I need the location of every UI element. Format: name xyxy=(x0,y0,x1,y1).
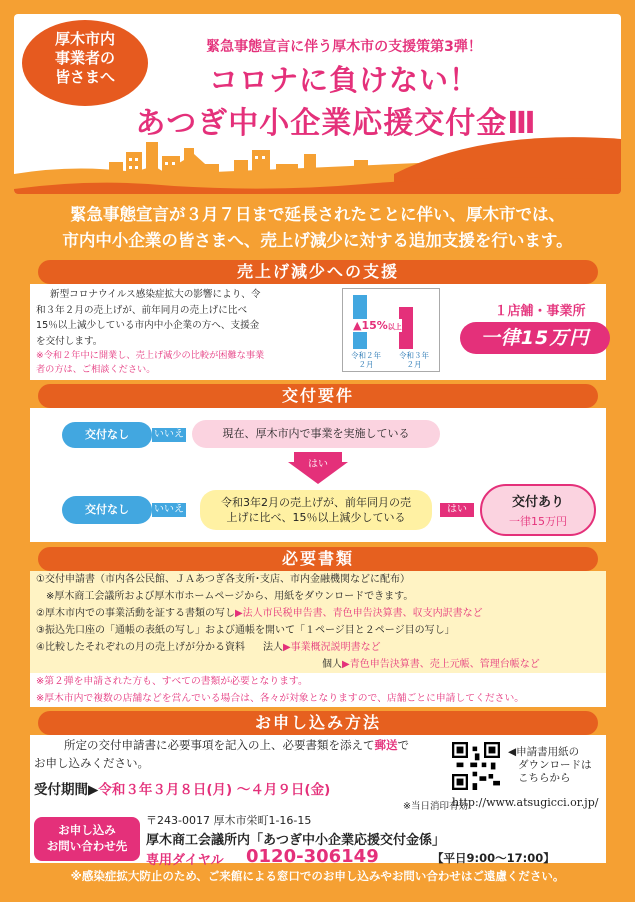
no-grant-pill-2: 交付なし xyxy=(62,496,152,524)
contact-badge xyxy=(34,817,140,861)
badge-line: 厚木市内 xyxy=(54,30,115,48)
label-line: ２月 xyxy=(406,360,422,369)
yes-tag-1: はい xyxy=(308,459,328,470)
amount-value: 一律15万円 xyxy=(460,322,610,354)
hotline-hours: 【平日9:00～17:00】 xyxy=(432,851,555,865)
decline-suffix: 以上 xyxy=(387,323,402,331)
apply-instructions xyxy=(30,736,450,754)
apply-text-end: で xyxy=(397,738,409,752)
postmark-note: ※当日消印有効 xyxy=(403,801,468,812)
doc-item-4-corp: ▶事業概況説明書など xyxy=(282,642,381,653)
website-url[interactable]: http://www.atsugicci.or.jp/ xyxy=(452,796,599,809)
support-body-line: 新型コロナウイルス感染症拡大の影響により、令 xyxy=(50,289,261,300)
doc-item-2 xyxy=(30,605,606,622)
contact-organization: 厚木商工会議所内「あつぎ中小企業応援交付金係」 xyxy=(146,833,446,848)
qr-caption-line: こちらから xyxy=(518,772,571,784)
doc-item-2-text: ②厚木市内での事業活動を証する書類の写し xyxy=(36,608,235,619)
doc-item-4-ind: ▶青色申告決算書、売上元帳、管理台帳など xyxy=(342,659,540,670)
section-heading-support: 売上げ減少への支援 xyxy=(38,260,598,284)
decline-percent: ▲15% xyxy=(353,319,388,332)
intro-text xyxy=(20,202,615,254)
decline-label xyxy=(353,319,402,332)
doc-item-3: ③振込先口座の「通帳の表紙の写し」および通帳を開いて「１ページ目と２ページ目の写し」 xyxy=(30,622,606,639)
header-panel xyxy=(14,14,621,194)
period-dates: 令和３年３月８日(月) ～４月９日(金) xyxy=(98,782,331,798)
audience-badge xyxy=(22,20,148,106)
section-heading-documents: 必要書類 xyxy=(38,547,598,571)
question-2 xyxy=(200,490,432,530)
doc-note-1: ※第２弾を申請された方も、すべての書類が必要となります。 xyxy=(30,673,606,690)
support-body-line: を交付します。 xyxy=(36,335,103,347)
decline-diagram xyxy=(342,288,440,372)
label-2020 xyxy=(343,351,389,369)
hotline-number[interactable]: 0120-306149 xyxy=(246,846,379,867)
label-2021 xyxy=(391,351,437,369)
doc-item-4 xyxy=(30,639,606,656)
apply-instructions-2: お申し込みください。 xyxy=(34,756,149,770)
badge-line: 皆さまへ xyxy=(54,68,115,86)
subtitle: 緊急事態宣言に伴う厚木市の支援策第3弾！ xyxy=(206,39,482,55)
title-line-1: コロナに負けない！ xyxy=(208,63,479,97)
documents-list xyxy=(30,571,606,707)
label-line: 令和２年 xyxy=(351,351,381,360)
city-skyline-illustration xyxy=(14,134,621,194)
doc-item-4-corp-label: 法人 xyxy=(262,642,283,653)
no-tag-1: いいえ xyxy=(154,429,184,440)
section-heading-requirements: 交付要件 xyxy=(38,384,598,408)
label-line: 令和３年 xyxy=(399,351,429,360)
support-body-line: 15％以上減少している市内中小企業の方へ、支援金 xyxy=(36,320,260,331)
doc-item-4-individual xyxy=(30,656,606,673)
doc-item-1-note: ※厚木商工会議所および厚木市ホームページから、用紙をダウンロードできます。 xyxy=(30,588,606,605)
doc-item-4-ind-label: 個人 xyxy=(322,659,342,670)
intro-line: 市内中小企業の皆さまへ、売上げ減少に対する追加支援を行います。 xyxy=(62,231,573,250)
doc-note-2: ※厚木市内で複数の店舗などを営んでいる場合は、各々が対象となりますので、店舗ごとに申請してください。 xyxy=(30,690,606,707)
grant-yes-pill xyxy=(480,484,596,536)
title-line-2: あつぎ中小企業応援交付金Ⅲ xyxy=(135,106,537,141)
support-note-line: ※令和２年中に開業し、売上げ減少の比較が困難な事業 xyxy=(36,350,265,361)
support-note-line: 者の方は、ご相談ください。 xyxy=(36,364,156,375)
contact-badge-line: お問い合わせ先 xyxy=(46,839,128,853)
qr-code-icon[interactable] xyxy=(452,742,500,790)
contact-address: 〒243-0017 厚木市栄町1-16-15 xyxy=(146,814,312,827)
grant-yes-label: 交付あり xyxy=(511,495,564,510)
yes-tag-2: はい xyxy=(440,503,474,517)
contact-badge-line: お申し込み xyxy=(58,823,116,837)
qr-caption-line: ◀申請書用紙の xyxy=(508,746,580,758)
footer-notice: ※感染症拡大防止のため、ご来館による窓口でのお申し込みやお問い合わせはご遠慮ください。 xyxy=(70,869,565,883)
no-grant-pill-1: 交付なし xyxy=(62,422,152,448)
doc-item-1: ①交付申請書（市内各公民館、ＪＡあつぎ各支所･支店、市内金融機関などに配布） xyxy=(30,571,606,588)
question-1: 現在、厚木市内で事業を実施している xyxy=(192,420,440,448)
no-tag-2: いいえ xyxy=(154,504,184,515)
support-note xyxy=(36,349,316,377)
grant-yes-amount: 一律15万円 xyxy=(509,515,567,528)
qr-caption xyxy=(508,746,608,785)
label-line: ２月 xyxy=(358,360,374,369)
question-2-line: 上げに比べ、15％以上減少している xyxy=(226,511,406,524)
badge-line: 事業者の xyxy=(54,49,115,67)
intro-line: 緊急事態宣言が３月７日まで延長されたことに伴い、厚木市では、 xyxy=(70,205,565,224)
apply-method: 郵送 xyxy=(374,738,398,752)
period-label: 受付期間▶ xyxy=(34,782,99,798)
apply-text: 所定の交付申請書に必要事項を記入の上、必要書類を添えて xyxy=(64,738,375,752)
support-body xyxy=(36,287,316,349)
support-body-line: 和３年２月の売上げが、前年同月の売上げに比べ xyxy=(36,304,248,316)
qr-caption-line: ダウンロードは xyxy=(518,759,592,771)
question-2-line: 令和3年2月の売上げが、前年同月の売 xyxy=(221,496,411,509)
doc-item-2-detail: ▶法人市民税申告書、青色申告決算書、収支内訳書など xyxy=(234,608,483,619)
doc-item-4-text: ④比較したそれぞれの月の売上げが分かる資料 xyxy=(36,642,245,653)
amount-label: １店舗・事業所 xyxy=(494,304,586,319)
section-heading-apply: お申し込み方法 xyxy=(38,711,598,735)
hotline-label: 専用ダイヤル xyxy=(146,853,224,868)
